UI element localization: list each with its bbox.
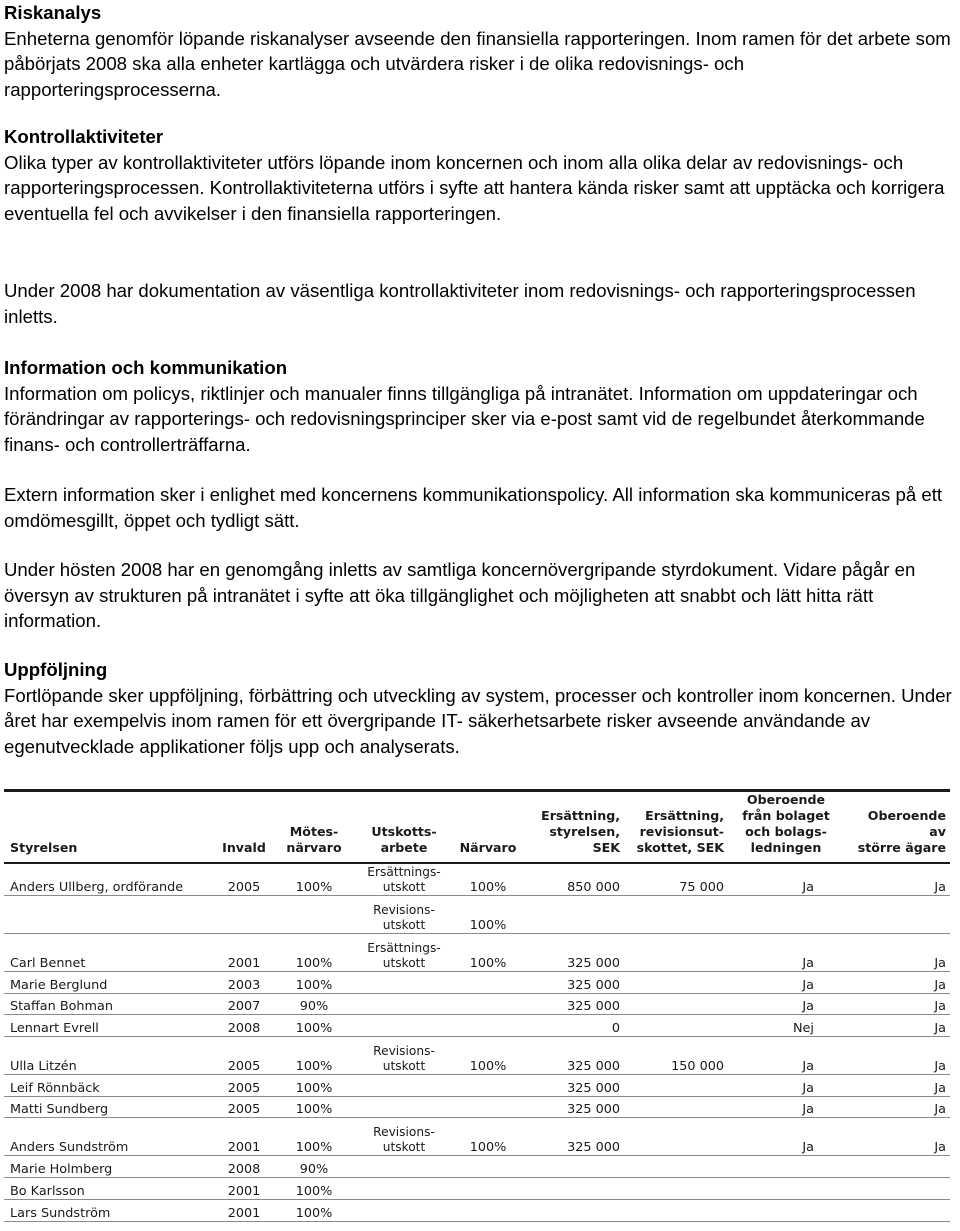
cell-oberoende-bolaget xyxy=(728,896,844,934)
cell-invald: 2008 xyxy=(216,1015,272,1037)
cell-motesnarvaro: 100% xyxy=(272,1037,356,1075)
cell-name: Leif Rönnbäck xyxy=(4,1075,216,1097)
paragraph-kontroll-1: Olika typer av kontrollaktiviteter utförs löpande inom koncernen och inom alla olika delar av redovisnings- och rapporteringsprocessen. Kontrollaktiviteterna utförs i syfte att hantera kända risker samt att upptäcka och korrigera eventuella fel och avvikelser i den finansiella rapporteringen. xyxy=(4,151,945,224)
table-header-row xyxy=(4,791,950,864)
cell-utskottsarbete: Revisions- utskott xyxy=(356,1118,452,1156)
cell-narvaro xyxy=(452,1178,524,1200)
cell-ersattning-revision xyxy=(624,1199,728,1221)
cell-ersattning-styrelsen: 325 000 xyxy=(524,1037,624,1075)
cell-utskottsarbete xyxy=(356,993,452,1015)
cell-oberoende-agare: Ja xyxy=(844,1075,950,1097)
cell-name: Lars Sundström xyxy=(4,1199,216,1221)
cell-motesnarvaro: 100% xyxy=(272,934,356,972)
cell-ersattning-styrelsen xyxy=(524,1178,624,1200)
cell-ersattning-revision xyxy=(624,1156,728,1178)
heading-uppfoljning: Uppföljning xyxy=(4,659,108,680)
cell-oberoende-bolaget xyxy=(728,1178,844,1200)
cell-name: Marie Berglund xyxy=(4,972,216,994)
cell-invald: 2005 xyxy=(216,863,272,896)
table-row xyxy=(4,1118,950,1156)
cell-motesnarvaro: 100% xyxy=(272,1075,356,1097)
section-uppfoljning xyxy=(4,657,960,759)
cell-utskottsarbete: Revisions- utskott xyxy=(356,1037,452,1075)
cell-ersattning-revision xyxy=(624,1118,728,1156)
cell-narvaro: 100% xyxy=(452,863,524,896)
cell-oberoende-agare: Ja xyxy=(844,934,950,972)
cell-motesnarvaro: 100% xyxy=(272,863,356,896)
paragraph-kontroll-2: Under 2008 har dokumentation av väsentliga kontrollaktiviteter inom redovisnings- och rapporteringsprocessen inletts. xyxy=(4,280,916,327)
cell-invald: 2008 xyxy=(216,1156,272,1178)
cell-oberoende-agare xyxy=(844,896,950,934)
cell-ersattning-styrelsen: 850 000 xyxy=(524,863,624,896)
header-oberoende-bolaget: Oberoende från bolaget och bolags- ledningen xyxy=(742,792,830,855)
heading-information: Information och kommunikation xyxy=(4,357,288,378)
cell-name: Carl Bennet xyxy=(4,934,216,972)
cell-oberoende-agare: Ja xyxy=(844,1015,950,1037)
cell-invald: 2001 xyxy=(216,1178,272,1200)
cell-name: Matti Sundberg xyxy=(4,1096,216,1118)
header-utskottsarbete: Utskotts- arbete xyxy=(371,824,437,855)
paragraph-riskanalys-1: Enheterna genomför löpande riskanalyser avseende den finansiella rapporteringen. Inom ramen för det arbete som påbörjats 2008 ska alla enheter kartlägga och utvärdera risker i de olika redovisnings- och rapporteringsprocesserna. xyxy=(4,27,951,100)
cell-name xyxy=(4,896,216,934)
cell-utskottsarbete: Ersättnings- utskott xyxy=(356,863,452,896)
cell-name: Ulla Litzén xyxy=(4,1037,216,1075)
section-riskanalys xyxy=(4,0,960,102)
cell-ersattning-revision xyxy=(624,972,728,994)
table-row xyxy=(4,1156,950,1178)
table-row xyxy=(4,1178,950,1200)
section-information-extern xyxy=(4,482,960,533)
cell-ersattning-styrelsen: 325 000 xyxy=(524,1075,624,1097)
cell-oberoende-agare: Ja xyxy=(844,1118,950,1156)
header-oberoende-agare: Oberoende av större ägare xyxy=(857,808,946,855)
paragraph-information-2: Extern information sker i enlighet med koncernens kommunikationspolicy. All information ska kommuniceras på ett omdömesgillt, öppet och tydligt sätt. xyxy=(4,484,943,531)
cell-ersattning-revision: 75 000 xyxy=(624,863,728,896)
cell-motesnarvaro: 90% xyxy=(272,993,356,1015)
cell-oberoende-bolaget xyxy=(728,1199,844,1221)
cell-invald: 2005 xyxy=(216,1096,272,1118)
cell-ersattning-styrelsen: 325 000 xyxy=(524,1118,624,1156)
cell-ersattning-styrelsen: 325 000 xyxy=(524,934,624,972)
section-information-styrdokument xyxy=(4,557,960,634)
header-narvaro: Närvaro xyxy=(459,840,517,855)
cell-oberoende-agare xyxy=(844,1156,950,1178)
cell-ersattning-revision: 150 000 xyxy=(624,1037,728,1075)
cell-ersattning-revision xyxy=(624,896,728,934)
cell-name: Anders Ullberg, ordförande xyxy=(4,863,216,896)
cell-narvaro: 100% xyxy=(452,1037,524,1075)
cell-utskottsarbete: Revisions- utskott xyxy=(356,896,452,934)
header-motesnarvaro: Mötes- närvaro xyxy=(286,824,342,855)
cell-ersattning-styrelsen: 325 000 xyxy=(524,1096,624,1118)
cell-narvaro: 100% xyxy=(452,1118,524,1156)
cell-motesnarvaro xyxy=(272,896,356,934)
cell-oberoende-bolaget: Ja xyxy=(728,863,844,896)
cell-motesnarvaro: 100% xyxy=(272,1178,356,1200)
table-row xyxy=(4,1037,950,1075)
cell-oberoende-bolaget: Ja xyxy=(728,934,844,972)
cell-oberoende-bolaget: Ja xyxy=(728,1075,844,1097)
paragraph-uppfoljning-1: Fortlöpande sker uppföljning, förbättring och utveckling av system, processer och kontroller inom koncernen. Under året har exempelvis inom ramen för ett övergripande IT- säkerhetsarbete risker avseende användande av egenutvecklade applikationer följs upp och analyserats. xyxy=(4,684,952,757)
cell-oberoende-agare: Ja xyxy=(844,863,950,896)
paragraph-information-1: Information om policys, riktlinjer och manualer finns tillgängliga på intranätet. Information om uppdateringar och förändringar av rapporterings- och redovisningsprinciper sker via e-post samt vid de regelbundet återkommande finans- och controllerträffarna. xyxy=(4,382,925,455)
cell-name: Staffan Bohman xyxy=(4,993,216,1015)
cell-oberoende-agare: Ja xyxy=(844,972,950,994)
cell-ersattning-revision xyxy=(624,1015,728,1037)
table-row xyxy=(4,1199,950,1221)
cell-oberoende-bolaget: Ja xyxy=(728,1118,844,1156)
cell-oberoende-bolaget: Ja xyxy=(728,1037,844,1075)
cell-ersattning-revision xyxy=(624,993,728,1015)
section-information xyxy=(4,355,960,457)
cell-ersattning-styrelsen xyxy=(524,1156,624,1178)
cell-oberoende-bolaget: Ja xyxy=(728,993,844,1015)
cell-name: Bo Karlsson xyxy=(4,1178,216,1200)
header-ersattning-styrelsen: Ersättning, styrelsen, SEK xyxy=(541,808,620,855)
board-table xyxy=(4,789,950,1222)
cell-narvaro xyxy=(452,1199,524,1221)
section-kontrollaktiviteter xyxy=(4,124,960,226)
cell-oberoende-agare: Ja xyxy=(844,993,950,1015)
cell-oberoende-agare xyxy=(844,1199,950,1221)
cell-name: Marie Holmberg xyxy=(4,1156,216,1178)
cell-oberoende-bolaget xyxy=(728,1156,844,1178)
cell-motesnarvaro: 100% xyxy=(272,1199,356,1221)
cell-invald: 2003 xyxy=(216,972,272,994)
paragraph-information-3: Under hösten 2008 har en genomgång inletts av samtliga koncernövergripande styrdokument. Vidare pågår en översyn av strukturen på intranätet i syfte att öka tillgänglighet och möjligheten att snabbt och lätt hitta rätt information. xyxy=(4,559,916,632)
cell-ersattning-styrelsen xyxy=(524,896,624,934)
cell-narvaro xyxy=(452,1156,524,1178)
cell-utskottsarbete xyxy=(356,1015,452,1037)
table-row xyxy=(4,934,950,972)
cell-ersattning-styrelsen xyxy=(524,1199,624,1221)
cell-oberoende-agare: Ja xyxy=(844,1096,950,1118)
cell-narvaro xyxy=(452,993,524,1015)
cell-utskottsarbete: Ersättnings- utskott xyxy=(356,934,452,972)
cell-narvaro xyxy=(452,972,524,994)
heading-kontrollaktiviteter: Kontrollaktiviteter xyxy=(4,126,164,147)
cell-ersattning-revision xyxy=(624,1075,728,1097)
cell-utskottsarbete xyxy=(356,972,452,994)
cell-ersattning-revision xyxy=(624,1178,728,1200)
table-row xyxy=(4,1015,950,1037)
cell-ersattning-styrelsen: 325 000 xyxy=(524,972,624,994)
cell-utskottsarbete xyxy=(356,1178,452,1200)
cell-name: Lennart Evrell xyxy=(4,1015,216,1037)
cell-utskottsarbete xyxy=(356,1156,452,1178)
table-row xyxy=(4,993,950,1015)
cell-utskottsarbete xyxy=(356,1075,452,1097)
cell-ersattning-revision xyxy=(624,934,728,972)
cell-invald: 2005 xyxy=(216,1075,272,1097)
cell-narvaro xyxy=(452,1075,524,1097)
cell-invald: 2001 xyxy=(216,934,272,972)
cell-utskottsarbete xyxy=(356,1096,452,1118)
cell-oberoende-agare xyxy=(844,1178,950,1200)
cell-invald xyxy=(216,896,272,934)
cell-name: Anders Sundström xyxy=(4,1118,216,1156)
cell-oberoende-bolaget: Nej xyxy=(728,1015,844,1037)
cell-ersattning-styrelsen: 0 xyxy=(524,1015,624,1037)
table-body xyxy=(4,863,950,1221)
cell-oberoende-agare: Ja xyxy=(844,1037,950,1075)
cell-narvaro: 100% xyxy=(452,934,524,972)
header-ersattning-revisionsutskottet: Ersättning, revisionsut- skottet, SEK xyxy=(636,808,724,855)
header-invald: Invald xyxy=(222,840,266,855)
cell-ersattning-revision xyxy=(624,1096,728,1118)
cell-invald: 2007 xyxy=(216,993,272,1015)
table-row xyxy=(4,972,950,994)
section-kontroll-dokumentation xyxy=(4,278,960,329)
cell-oberoende-bolaget: Ja xyxy=(728,1096,844,1118)
cell-motesnarvaro: 90% xyxy=(272,1156,356,1178)
cell-invald: 2005 xyxy=(216,1037,272,1075)
heading-riskanalys: Riskanalys xyxy=(4,2,102,23)
cell-ersattning-styrelsen: 325 000 xyxy=(524,993,624,1015)
cell-narvaro xyxy=(452,1015,524,1037)
cell-motesnarvaro: 100% xyxy=(272,1015,356,1037)
cell-narvaro xyxy=(452,1096,524,1118)
cell-motesnarvaro: 100% xyxy=(272,972,356,994)
cell-invald: 2001 xyxy=(216,1199,272,1221)
cell-invald: 2001 xyxy=(216,1118,272,1156)
cell-motesnarvaro: 100% xyxy=(272,1118,356,1156)
cell-oberoende-bolaget: Ja xyxy=(728,972,844,994)
table-row xyxy=(4,896,950,934)
table-row xyxy=(4,1075,950,1097)
cell-utskottsarbete xyxy=(356,1199,452,1221)
header-styrelsen: Styrelsen xyxy=(10,840,78,855)
table-row xyxy=(4,1096,950,1118)
board-table-container xyxy=(4,789,954,1222)
cell-narvaro: 100% xyxy=(452,896,524,934)
cell-motesnarvaro: 100% xyxy=(272,1096,356,1118)
table-row xyxy=(4,863,950,896)
